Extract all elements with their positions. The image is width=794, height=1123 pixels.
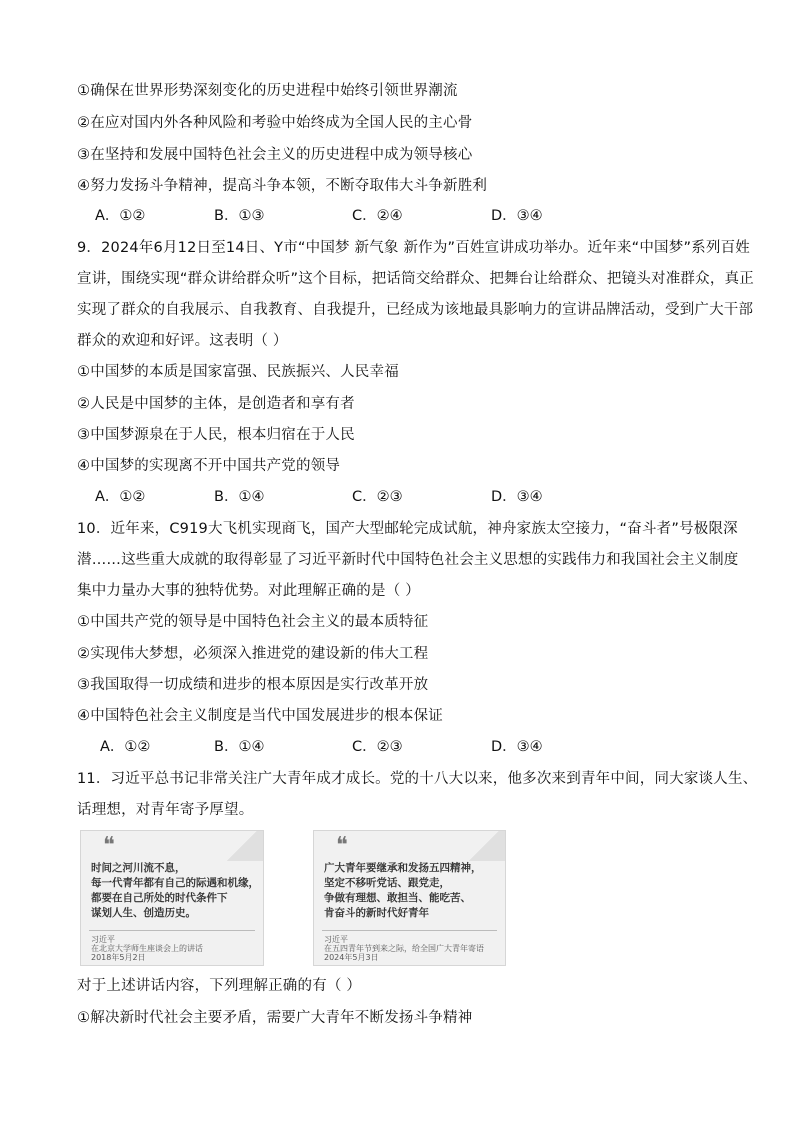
q10-item-3: ③我国取得一切成绩和进步的根本原因是实行改革开放 — [77, 677, 429, 693]
q9-stem-line-1: 9．2024年6月12日至14日、Y市“中国梦 新气象 新作为”百姓宣讲成功举办。近年来“中国梦”系列百姓 — [77, 240, 750, 256]
q8-option-b: B．①③ — [214, 208, 265, 224]
q8-item-1: ①确保在世界形势深刻变化的历史进程中始终引领世界潮流 — [77, 83, 458, 99]
q9-item-4: ④中国梦的实现离不开中国共产党的领导 — [77, 458, 341, 474]
q9-stem-line-4: 群众的欢迎和好评。这表明（ ） — [77, 333, 288, 349]
q8-item-2: ②在应对国内外各种风险和考验中始终成为全国人民的主心骨 — [77, 115, 473, 131]
q9-item-1: ①中国梦的本质是国家富强、民族振兴、人民幸福 — [77, 364, 399, 380]
quote-card-1 — [80, 830, 264, 966]
q8-option-d: D．③④ — [491, 208, 543, 224]
q8-item-3: ③在坚持和发展中国特色社会主义的历史进程中成为领导核心 — [77, 147, 473, 163]
q9-item-3: ③中国梦源泉在于人民，根本归宿在于人民 — [77, 427, 355, 443]
q8-item-4: ④努力发扬斗争精神，提高斗争本领，不断夺取伟大斗争新胜利 — [77, 178, 488, 194]
q9-item-2: ②人民是中国梦的主体，是创造者和享有者 — [77, 396, 355, 412]
card-decoration — [203, 831, 263, 861]
quote-card-2-signature: 习近平 在五四青年节到来之际，给全国广大青年寄语 2024年5月3日 — [324, 935, 484, 962]
divider — [322, 930, 497, 931]
q10-option-c: C．②③ — [352, 739, 403, 755]
q9-option-a: A．①② — [95, 489, 146, 505]
quote-card-1-text: 时间之河川流不息， 每一代青年都有自己的际遇和机缘， 都要在自己所处的时代条件下 谋划人生、创造历史。 — [91, 862, 259, 919]
quote-mark-icon: ❝ — [336, 833, 348, 858]
q9-option-d: D．③④ — [491, 489, 543, 505]
q11-item-1: ①解决新时代社会主要矛盾，需要广大青年不断发扬斗争精神 — [77, 1010, 473, 1026]
divider — [89, 930, 255, 931]
q10-stem-line-2: 潜……这些重大成就的取得彰显了习近平新时代中国特色社会主义思想的实践伟力和我国社会主义制度 — [77, 552, 739, 568]
q11-question: 对于上述讲话内容，下列理解正确的有（ ） — [77, 978, 362, 994]
q10-item-4: ④中国特色社会主义制度是当代中国发展进步的根本保证 — [77, 708, 443, 724]
q10-option-d: D．③④ — [491, 739, 543, 755]
card-decoration — [445, 831, 505, 861]
q9-option-b: B．①④ — [214, 489, 265, 505]
quote-card-2 — [313, 830, 506, 966]
q11-stem-line-1: 11．习近平总书记非常关注广大青年成才成长。党的十八大以来，他多次来到青年中间，同大家谈人生、 — [77, 771, 758, 787]
q9-option-c: C．②③ — [352, 489, 403, 505]
q8-option-a: A．①② — [95, 208, 146, 224]
q10-item-2: ②实现伟大梦想，必须深入推进党的建设新的伟大工程 — [77, 646, 429, 662]
q9-stem-line-2: 宣讲，围绕实现“群众讲给群众听”这个目标，把话筒交给群众、把舞台让给群众、把镜头对准群众，真正 — [77, 271, 754, 287]
q9-stem-line-3: 实现了群众的自我展示、自我教育、自我提升，已经成为该地最具影响力的宣讲品牌活动，受到广大干部 — [77, 302, 754, 318]
q10-option-a: A．①② — [100, 739, 151, 755]
q8-option-c: C．②④ — [352, 208, 403, 224]
quote-card-2-text: 广大青年要继承和发扬五四精神， 坚定不移听党话、跟党走， 争做有理想、敢担当、能吃苦、 肯奋斗的新时代好青年 — [324, 862, 482, 919]
quote-card-1-signature: 习近平 在北京大学师生座谈会上的讲话 2018年5月2日 — [91, 935, 203, 962]
q10-stem-line-1: 10．近年来，C919大飞机实现商飞，国产大型邮轮完成试航，神舟家族太空接力，“奋斗者”号极限深 — [77, 521, 738, 537]
q11-stem-line-2: 话理想，对青年寄予厚望。 — [77, 802, 254, 818]
q10-stem-line-3: 集中力量办大事的独特优势。对此理解正确的是（ ） — [77, 583, 420, 599]
quote-mark-icon: ❝ — [103, 833, 115, 858]
q10-item-1: ①中国共产党的领导是中国特色社会主义的最本质特征 — [77, 614, 429, 630]
q10-option-b: B．①④ — [214, 739, 265, 755]
